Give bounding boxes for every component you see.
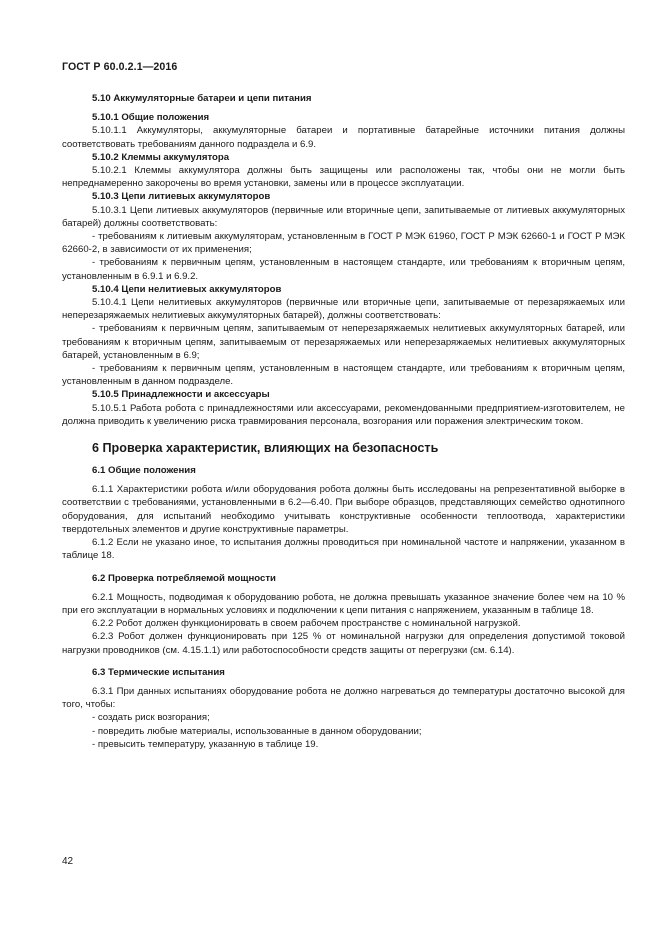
subsection-heading-5-10-5: 5.10.5 Принадлежности и аксессуары xyxy=(92,389,270,401)
paragraph-5-10-4-1: 5.10.4.1 Цепи нелитиевых аккумуляторов (первичные или вторичные цепи, запитываемые от перезаряжаемых или неперезаряжаемых нелитиевых аккумуляторных батарей), должны соответствовать: xyxy=(62,297,625,322)
paragraph-6-2-2: 6.2.2 Робот должен функционировать в своем рабочем пространстве с номинальной нагрузкой. xyxy=(92,618,521,630)
subsection-heading-5-10-1: 5.10.1 Общие положения xyxy=(92,112,210,124)
section-heading-5-10: 5.10 Аккумуляторные батареи и цепи питания xyxy=(92,93,312,104)
page-number: 42 xyxy=(62,856,74,867)
paragraph-6-3-1: 6.3.1 При данных испытаниях оборудование робота не должно нагреваться до температуры достаточно высокой для того, чтобы: xyxy=(62,685,625,711)
subsection-heading-5-10-4: 5.10.4 Цепи нелитиевых аккумуляторов xyxy=(92,283,282,295)
section-heading-6: 6 Проверка характеристик, влияющих на безопасность xyxy=(92,441,439,456)
paragraph-5-10-2-1: 5.10.2.1 Клеммы аккумулятора должны быть защищены или расположены так, чтобы они не могли быть непреднамеренно закорочены во время установки, замены или в процессе эксплуатации. xyxy=(62,165,625,190)
section-heading-6-3: 6.3 Термические испытания xyxy=(92,666,225,678)
paragraph-6-1-1: 6.1.1 Характеристики робота и/или оборудования робота должны быть исследованы на репрезентативной выборке в соответствии с требованиями, установленными в 6.2—6.40. При выборе образцов, представляющих семейство однотипного оборудования, для испытаний необходимо учитывать конструктивные особенности теплоотвода, характеристики твердотельных элементов и другие конструктивные параметры. xyxy=(62,484,625,535)
list-item: - создать риск возгорания; xyxy=(92,712,210,724)
list-item: - требованиям к литиевым аккумуляторам, установленным в ГОСТ Р МЭК 61960, ГОСТ Р МЭК 62660-1 и ГОСТ Р МЭК 62660-2, в зависимости от их применения; xyxy=(62,231,625,256)
paragraph-5-10-3-1: 5.10.3.1 Цепи литиевых аккумуляторов (первичные или вторичные цепи, запитываемые от литиевых аккумуляторных батарей) должны соответствовать: xyxy=(62,204,625,229)
paragraph-5-10-5-1: 5.10.5.1 Работа робота с принадлежностями или аксессуарами, рекомендованными предприятием-изготовителем, не должна приводить к увеличению риска травмирования персонала, возгорания или поражения электрическим током. xyxy=(62,402,625,427)
list-item: - требованиям к первичным цепям, установленным в настоящем стандарте, или требованиям к вторичным цепям, установленным в 6.9.1 и 6.9.2. xyxy=(62,257,625,282)
document-body xyxy=(62,86,625,751)
subsection-heading-5-10-3: 5.10.3 Цепи литиевых аккумуляторов xyxy=(92,191,271,203)
list-item: - требованиям к первичным цепям, запитываемым от неперезаряжаемых нелитиевых аккумуляторных батарей, или требованиям к вторичным цепям, запитываемым от перезаряжаемых или неперезаряжаемых нелитиевых аккумуляторных батарей, установленным в 6.9; xyxy=(62,323,625,361)
section-heading-6-1: 6.1 Общие положения xyxy=(92,465,196,477)
document-header: ГОСТ Р 60.0.2.1—2016 xyxy=(62,61,178,73)
list-item: - повредить любые материалы, использованные в данном оборудовании; xyxy=(92,725,422,737)
paragraph-6-2-1: 6.2.1 Мощность, подводимая к оборудованию робота, не должна превышать указанное значение более чем на 10 % при его эксплуатации в нормальных условиях и подключении к цепи питания с напряжением, указанным в таблице 18. xyxy=(62,591,625,616)
paragraph-6-1-2: 6.1.2 Если не указано иное, то испытания должны проводиться при номинальной частоте и напряжении, указанном в таблице 18. xyxy=(62,537,625,562)
subsection-heading-5-10-2: 5.10.2 Клеммы аккумулятора xyxy=(92,151,230,163)
list-item: - требованиям к первичным цепям, установленным в настоящем стандарте, или требованиям к вторичным цепям, установленным в данном подразделе. xyxy=(62,363,625,388)
list-item: - превысить температуру, указанную в таблице 19. xyxy=(92,738,319,750)
section-heading-6-2: 6.2 Проверка потребляемой мощности xyxy=(92,572,276,584)
paragraph-6-2-3: 6.2.3 Робот должен функционировать при 125 % от номинальной нагрузки для определения допустимой токовой нагрузки проводников (см. 4.15.1.1) или работоспособности средств защиты от перегрузки (см. 6.14). xyxy=(62,631,625,656)
paragraph-5-10-1-1: 5.10.1.1 Аккумуляторы, аккумуляторные батареи и портативные батарейные источники питания должны соответствовать требованиям данного подраздела и 6.9. xyxy=(62,125,625,150)
